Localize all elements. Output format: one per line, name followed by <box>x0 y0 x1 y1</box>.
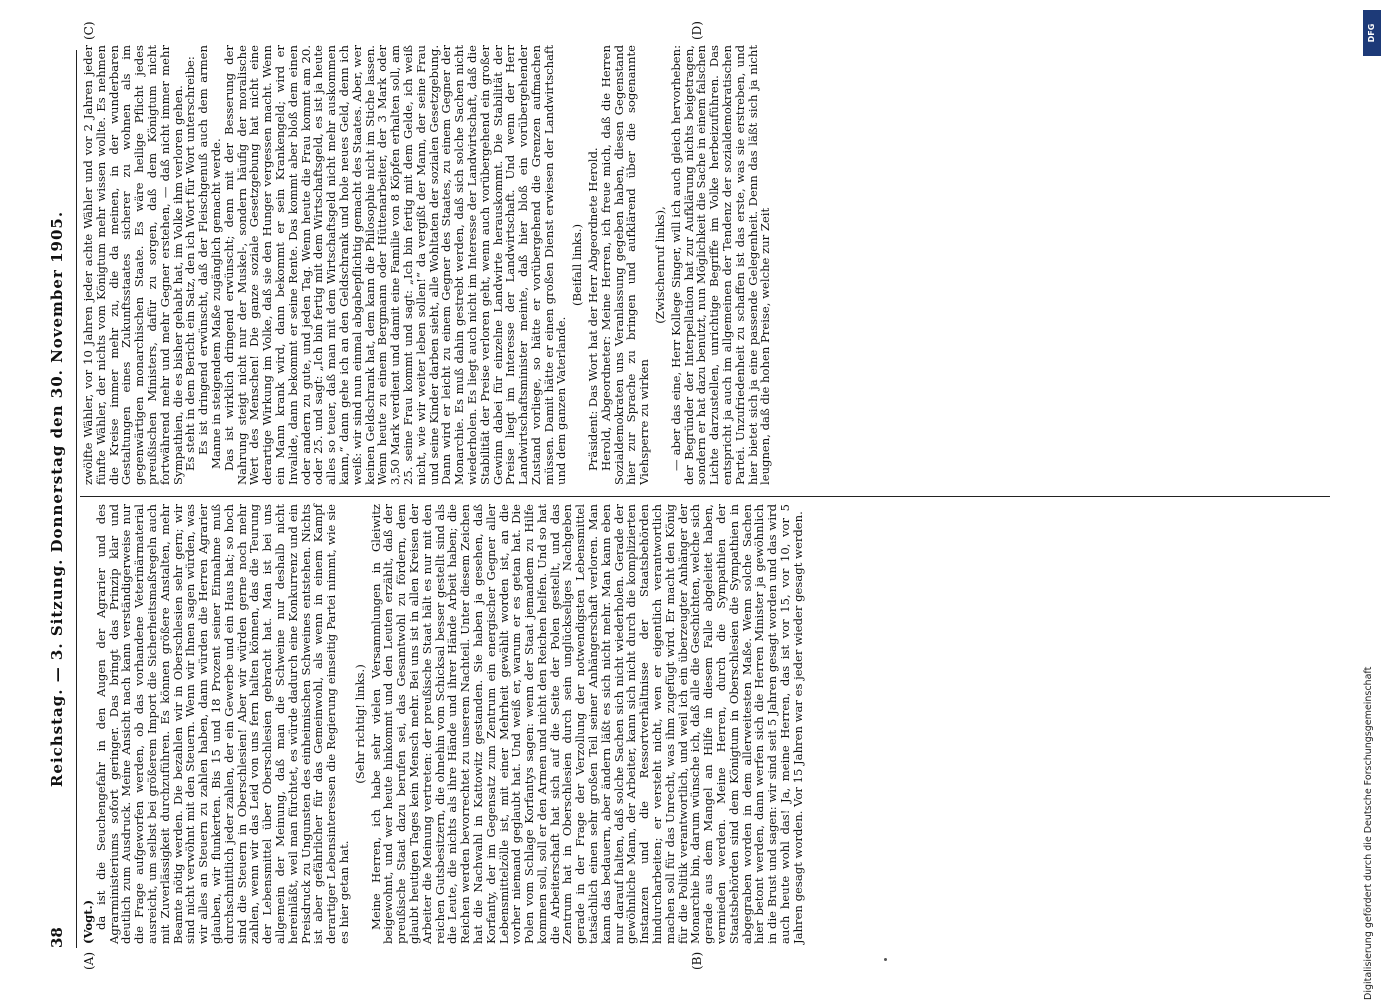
paragraph: — aber das eine, Herr Kollege Singer, will ich auch gleich hervorheben: der Begründer der Interpellation hat zur Aufklärung nichts beigetragen, sondern er hat dazu benutzt, nun Möglichkeit die Sache in einem falschen Lichte darzustellen, unrichtige Begriffe im Volke herbeizuführen. Das entspricht ja auch im allgemeinen der Tendenz der sozialdemokratischen Partei. Unzufriedenheit zu schaffen ist das erste, was sie erstreben, und hier bietet sich ja eine passende Gelegenheit. Denn das läßt sich ja nicht leugnen, daß die hohen Preise, welche zur Zeit <box>668 45 773 485</box>
page-number: 38 <box>48 927 66 948</box>
paragraph: Meine Herren, ich habe sehr vielen Versammlungen in Gleiwitz beigewohnt, und wer heute hinkommt und den Leuten erzählt, daß der preußische Staat dazu berufen sei, das Gesamtwohl zu fördern, dem glaubt heutigen Tages kein Mensch mehr. Bei uns ist in allen Kreisen der Arbeiter die Meinung vertreten: der preußische Staat hält es nur mit den reichen Gutsbesitzern, die ohnehin vom Schicksal besser gestellt sind als die Leute, die nichts als ihre Hände und ihrer Hände Arbeit haben; die Reichen werden bevorrechtet zu unserem Nachteil. Unter diesem Zeichen hat die Nachwahl in Kattowitz gestanden. Sie haben ja gesehen, daß Korfanty, der im Gegensatz zum Zentrum ein energischer Gegner aller Lebensmittelzölle ist, mit einer Mehrheit gewählt worden ist, an die vorher niemand geglaubt hat. Und weiß er, warum er es getan hat. Die Polen vom Schlage Korfantys sagen: wenn der Staat jemandem zu Hilfe kommen soll, soll er den Armen und nicht den Reichen helfen. Und so hat die Arbeiterschaft hat sich auf die Seite der Polen gestellt, und das Zentrum hat in Oberschlesien durch sein unglückseliges Nachgeben gerade in der Frage der Verzollung der notwendigsten Lebensmittel tatsächlich einen sehr großen Teil seiner Anhängerschaft verloren. Man kann das bedauern, aber ändern läßt es sich nicht mehr. Man kann eben nur darauf halten, daß solche Sachen sich nicht wiederholen. Gerade der gewöhnliche Mann, der Arbeiter, kann sich nicht durch die komplizierten Instanzen und die Ressortverhältnisse der Staatsbehörden hindurcharbeiten; er versteht nicht, wen er eigentlich verantwortlich machen soll für das Unrecht, was ihm zugefügt wird. Er macht den König für die Politik verantwortlich, und weil ich ein überzeugter Anhänger der Monarchie bin, darum wünsche ich, daß alle die Geschichten, welche sich gerade aus dem Mangel an Hilfe in diesem Falle abgeleitet haben, vermieden werden. Meine Herren, durch die Sympathien der Staatsbehörden sind dem Königtum in Oberschlesien die Sympathien in abgegraben worden in dem allerweitesten Maße. Wenn solche Sachen hier betont werden, dann werfen sich die Herren Minister ja gewöhnlich in die Brust und sagen: wir sind seit 5 Jahren gesagt worden und das wird auch heute wohl das! Ja, meine Herren, das ist vor 15, vor 10, vor 5 Jahren gesagt worden. Vor 15 Jahren war es jeder wieder gesagt werden. <box>368 504 805 944</box>
paragraph: da ist die Seuchengefahr in den Augen der Agrarier und des Agrarministeriums sofort geringer. Das bringt das Prinzip klar und deutlich zum Ausdruck. Meine Ansicht nach kann verständigerweise nur die Frage aufgeworfen werden, ob das vorhandene Veterinärmaterial ausreicht, um selbst bei größerem Import die Sicherheitsmaßregeln auch mit Zuverlässigkeit durchzuführen. Es können größere Anstalten, mehr Beamte nötig werden. Die bezahlen wir in Oberschlesien sehr gern; wir sind nicht verwöhnt mit den Steuern. Wenn wir Ihnen sagen würden, was wir alles an Steuern zu zahlen haben, dann würden die Herren Agrarier glauben, wir flunkerten. Bis 15 und 18 Prozent seiner Einnahme muß durchschnittlich jeder zahlen, der ein Gewerbe und ein Haus hat; so hoch sind die Steuern in Oberschlesien! Aber wir würden gerne noch mehr zahlen, wenn wir das Leid von uns fern halten können, das die Teurung der Lebensmittel über Oberschlesien gebracht hat. Man ist bei uns allgemein der Meinung, daß man die Schweine nur deshalb nicht hereinläßt, weil man fürchtet, es würde dadurch eine Konkurrenz und ein Preisdruck zu Ungunsten des einheimischen Schweines entstehen. Nichts ist aber gefährlicher für das Gemeinwohl, als wenn in einem Kampf derartiger Lebensinteressen die Regierung einseitig Partei nimmt, wie sie es hier getan hat. <box>93 504 351 944</box>
speaker-tag: (Vogt.) <box>81 899 95 944</box>
margin-mark-c: (C) <box>82 21 96 40</box>
margin-mark-a: (A) <box>82 951 96 970</box>
president-line: Präsident: Das Wort hat der Herr Abgeordnete Herold. <box>586 147 601 471</box>
column-divider <box>80 496 1330 497</box>
header-rule <box>76 50 77 948</box>
left-column <box>82 504 805 944</box>
credit-text: Digitalisierung gefördert durch die Deutsche Forschungsgemeinschaft <box>1363 666 1374 1000</box>
interjection: (Sehr richtig! links.) <box>352 664 367 784</box>
page-title: Reichstag. — 3. Sitzung. Donnerstag den 30. November 1905. <box>48 210 66 788</box>
page-header <box>48 50 72 948</box>
paragraph: Es steht in dem Bericht ein Satz, den ich Wort für Wort unterschreibe: <box>183 56 198 471</box>
interjection: (Beifall links.) <box>570 224 585 306</box>
margin-mark-d: (D) <box>690 21 704 40</box>
paragraph: Das ist wirklich dringend erwünscht; denn mit der Besserung der Nahrung steigt nicht nur der Muskel-, sondern häufig der moralische Wert des Menschen! Die ganze soziale Gesetzgebung hat nicht eine derartige Wirkung im Volke, daß sie den Hunger vergessen macht. Wenn ein Mann krank wird, dann bekommt er sein Krankengeld; wird er Invalide, dann bekommt er seine Rente. Das kommt aber bloß dem einen oder andern zu gute, und jeden Tag. Wenn heute die Frau kommt am 20. oder 25. und sagt: „Ich bin fertig mit dem Wirtschaftsgeld, es ist ja heute alles so teuer, daß man mit dem Wirtschaftsgeld nicht mehr auskommen kann,“ dann gehe ich an den Geldschrank und hole neues Geld, denn ich weiß: wir sind nun einmal abgabepflichtig gemacht des Staates. Aber, wer keinen Geldschrank hat, dem kann die Philosophie nicht im Stiche lassen. Wenn heute zu einem Bergmann oder Hüttenarbeiter, der 3 Mark oder 3,50 Mark verdient und damit eine Familie von 8 Köpfen erhalten soll, am 25. seine Frau kommt und sagt: „Ich bin fertig mit dem Gelde, ich weiß nicht, wie wir weiter leben sollen!“ da vergißt der Mann, der seine Frau und seine Kinder darben sieht, alle Wohltaten der sozialen Gesetzgebung. Dann wird er leicht zu einem Gegner des Staates, zu einem Gegner der Monarchie. Es muß dahin gestrebt werden, daß sich solche Sachen nicht wiederholen. Es liegt auch nicht im Interesse der Landwirtschaft, daß die Stabilität der Preise verloren geht, wenn auch vorübergehend ein großer Gewinn dabei für einzelne Landwirte herauskommt. Die Stabilität der Preise liegt im Interesse der Landwirtschaft. Und wenn der Herr Landwirtschaftsminister meinte, daß hier bloß ein vorübergehender Zustand vorliege, so hätte er vorübergehend die Grenzen aufmachen müssen. Damit hätte er einen großen Dienst erwiesen der Landwirtschaft und dem ganzen Vaterlande. <box>221 45 569 485</box>
quotation: Es ist dringend erwünscht, daß der Fleischgenuß auch dem armen Manne in steigendem Maße zugänglich gemacht werde. <box>196 45 223 469</box>
margin-mark-b: (B) <box>690 951 704 970</box>
right-column <box>82 45 772 485</box>
dfg-logo-text: DFG <box>1367 23 1376 43</box>
digitization-credit <box>1361 10 1381 1000</box>
interjection: (Zwischenruf links), <box>653 206 668 324</box>
paragraph: zwölfte Wähler, vor 10 Jahren jeder achte Wähler und vor 2 Jahren jeder fünfte Wähler, der nichts vom Königtum mehr wissen wollte. Es nehmen die Kreise immer mehr zu, die da meinen, in der wunderbaren Gestaltungen eines Zukunftsstaates sicherer zu wohnen als im gegenwärtigen monarchischen Staate. Es wäre heilige Pflicht jedes preußischen Ministers, dafür zu sorgen, daß dem Königtum nicht fortwährend mehr und mehr Gegner erstehen, — daß nicht immer mehr Sympathien, die es bisher gehabt hat, im Volke ihm verloren gehen. <box>81 45 185 485</box>
dfg-logo <box>1363 10 1381 56</box>
paragraph: Herold, Abgeordneter: Meine Herren, ich freue mich, daß die Herren Sozialdemokraten uns Veranlassung gegeben haben, diesen Gegenstand hier zur Sprache zu bringen und aufklärend über die sogenannte Viehsperre zu wirken <box>598 45 652 485</box>
speck <box>884 958 887 961</box>
